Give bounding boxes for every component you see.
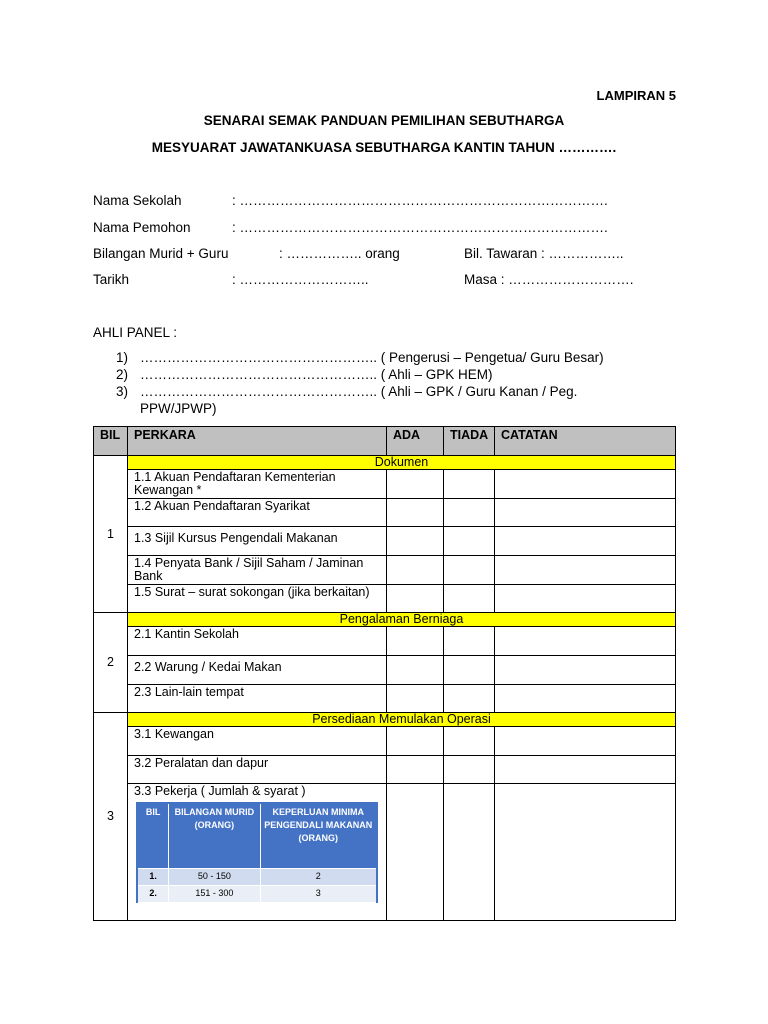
table-row (94, 556, 676, 585)
ada-cell[interactable] (387, 756, 444, 784)
checklist-table (93, 426, 676, 921)
catatan-cell[interactable] (495, 627, 676, 656)
table-row (94, 527, 676, 556)
panel-member-line: …………………………………………….. ( Pengerusi – Pengetua/ Guru Besar) (140, 350, 604, 365)
tiada-cell[interactable] (444, 470, 495, 499)
checklist-item: 3.2 Peralatan dan dapur (128, 756, 387, 784)
inner-header-row (137, 803, 377, 869)
table-row (94, 756, 676, 784)
checklist-item: 2.2 Warung / Kedai Makan (128, 656, 387, 685)
checklist-item: 1.4 Penyata Bank / Sijil Saham / Jaminan Bank (128, 556, 387, 585)
ahli-panel-heading: AHLI PANEL : (93, 325, 178, 340)
inner-table-row (137, 869, 377, 886)
inner-header-bil: BIL (137, 803, 169, 869)
inner-cell-keperluan: 2 (260, 869, 377, 886)
tiada-cell[interactable] (444, 656, 495, 685)
document-subtitle: MESYUARAT JAWATANKUASA SEBUTHARGA KANTIN TAHUN …………. (151, 140, 617, 155)
catatan-cell[interactable] (495, 685, 676, 713)
catatan-cell[interactable] (495, 585, 676, 613)
catatan-cell[interactable] (495, 499, 676, 527)
tiada-cell[interactable] (444, 756, 495, 784)
table-row (94, 585, 676, 613)
table-row (94, 784, 676, 921)
panel-member-line-continued: PPW/JPWP) (140, 401, 217, 416)
checklist-item: 3.3 Pekerja ( Jumlah & syarat ) (134, 784, 306, 798)
tiada-cell[interactable] (444, 727, 495, 756)
catatan-cell[interactable] (495, 527, 676, 556)
catatan-cell[interactable] (495, 727, 676, 756)
inner-table-row (137, 886, 377, 903)
table-row (94, 499, 676, 527)
column-header-perkara: PERKARA (128, 427, 387, 456)
nama-sekolah-field: : ………………………………………………………………………. (232, 193, 608, 208)
panel-member-line: …………………………………………….. ( Ahli – GPK / Guru Kanan / Peg. (140, 384, 578, 399)
catatan-cell[interactable] (495, 470, 676, 499)
section-heading-dokumen: Dokumen (128, 456, 676, 470)
nama-pemohon-field: : ………………………………………………………………………. (232, 220, 608, 235)
table-row (94, 685, 676, 713)
checklist-item: 3.1 Kewangan (128, 727, 387, 756)
panel-member-number: 2) (116, 367, 129, 382)
checklist-item: 1.1 Akuan Pendaftaran Kementerian Kewangan * (128, 470, 387, 499)
section-heading-pengalaman: Pengalaman Berniaga (128, 613, 676, 627)
table-header-row (94, 427, 676, 456)
checklist-item: 2.3 Lain-lain tempat (128, 685, 387, 713)
table-row (94, 727, 676, 756)
bilangan-label: Bilangan Murid + Guru (93, 246, 229, 261)
bilangan-field: : …………….. orang (279, 246, 400, 261)
masa-field: Masa : ………………………. (464, 272, 634, 287)
tiada-cell[interactable] (444, 499, 495, 527)
table-row (94, 627, 676, 656)
tiada-cell[interactable] (444, 527, 495, 556)
column-header-bil: BIL (94, 427, 128, 456)
inner-header-keperluan: KEPERLUAN MINIMA PENGENDALI MAKANAN (ORANG) (260, 803, 377, 869)
section-number: 1 (94, 456, 128, 613)
nama-pemohon-label: Nama Pemohon (93, 220, 191, 235)
document-title: SENARAI SEMAK PANDUAN PEMILIHAN SEBUTHARGA (203, 113, 565, 128)
inner-cell-bil: 2. (137, 886, 169, 903)
catatan-cell[interactable] (495, 756, 676, 784)
checklist-item-pekerja (128, 784, 387, 921)
ada-cell[interactable] (387, 656, 444, 685)
tiada-cell[interactable] (444, 585, 495, 613)
ada-cell[interactable] (387, 784, 444, 921)
ada-cell[interactable] (387, 627, 444, 656)
section-heading-persediaan: Persediaan Memulakan Operasi (128, 713, 676, 727)
table-row (94, 470, 676, 499)
tawaran-field: Bil. Tawaran : …………….. (464, 246, 624, 261)
checklist-item: 1.5 Surat – surat sokongan (jika berkaitan) (128, 585, 387, 613)
checklist-item: 1.3 Sijil Kursus Pengendali Makanan (128, 527, 387, 556)
tiada-cell[interactable] (444, 627, 495, 656)
ada-cell[interactable] (387, 470, 444, 499)
ada-cell[interactable] (387, 727, 444, 756)
tarikh-field: : ……………………….. (232, 272, 369, 287)
column-header-tiada: TIADA (444, 427, 495, 456)
tiada-cell[interactable] (444, 556, 495, 585)
pekerja-requirement-table (136, 802, 378, 903)
catatan-cell[interactable] (495, 656, 676, 685)
inner-cell-bil: 1. (137, 869, 169, 886)
lampiran-label: LAMPIRAN 5 (596, 88, 676, 103)
inner-cell-murid: 50 - 150 (169, 869, 260, 886)
tarikh-label: Tarikh (93, 272, 130, 287)
inner-cell-keperluan: 3 (260, 886, 377, 903)
ada-cell[interactable] (387, 499, 444, 527)
column-header-catatan: CATATAN (495, 427, 676, 456)
column-header-ada: ADA (387, 427, 444, 456)
checklist-item: 2.1 Kantin Sekolah (128, 627, 387, 656)
panel-member-number: 3) (116, 384, 129, 399)
section-number: 3 (94, 713, 128, 921)
ada-cell[interactable] (387, 556, 444, 585)
tiada-cell[interactable] (444, 784, 495, 921)
inner-cell-murid: 151 - 300 (169, 886, 260, 903)
nama-sekolah-label: Nama Sekolah (93, 193, 182, 208)
panel-member-number: 1) (116, 350, 129, 365)
tiada-cell[interactable] (444, 685, 495, 713)
ada-cell[interactable] (387, 527, 444, 556)
table-row (94, 656, 676, 685)
ada-cell[interactable] (387, 585, 444, 613)
catatan-cell[interactable] (495, 784, 676, 921)
checklist-item: 1.2 Akuan Pendaftaran Syarikat (128, 499, 387, 527)
catatan-cell[interactable] (495, 556, 676, 585)
panel-member-line: …………………………………………….. ( Ahli – GPK HEM) (140, 367, 493, 382)
ada-cell[interactable] (387, 685, 444, 713)
inner-header-murid: BILANGAN MURID (ORANG) (169, 803, 260, 869)
section-number: 2 (94, 613, 128, 713)
